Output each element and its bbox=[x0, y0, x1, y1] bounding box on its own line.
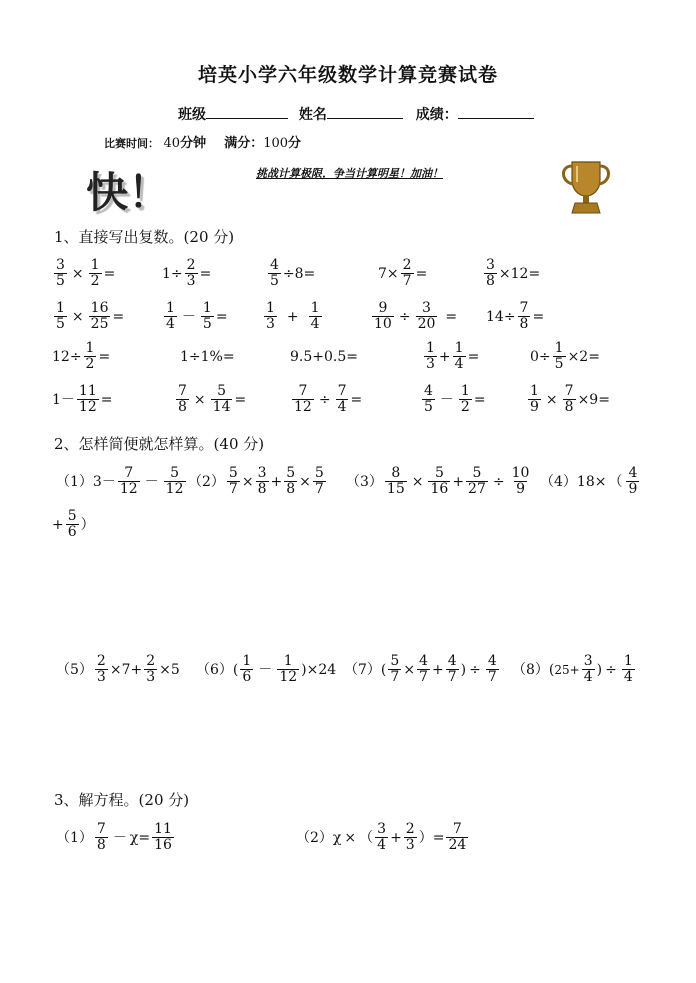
q1-2: 1÷ $\frac{2}{3}$ = bbox=[162, 257, 212, 289]
section-1-heading: 1、直接写出复数。(20 分) bbox=[54, 228, 235, 246]
q1-15: 0÷ $\frac{1}{5}$ ×2= bbox=[530, 340, 600, 372]
q1-3: $\frac{4}{5}$ ÷8= bbox=[270, 257, 316, 289]
q1-16: 1－ $\frac{11}{12}$ = bbox=[52, 383, 113, 415]
info-line bbox=[178, 104, 534, 124]
full-label: 满分： bbox=[224, 136, 264, 151]
q2-7: （7） ( $\frac{5}{7}$ × $\frac{4}{7}$ + $\frac{4}{7}$ ) ÷ $\frac{4}{7}$ bbox=[344, 653, 497, 685]
q1-12: 1÷1%= bbox=[180, 349, 235, 365]
q1-19: 4 5 － $\frac{1}{2}$ = bbox=[424, 383, 486, 415]
q1-9: $\frac{9}{10}$ ÷ $\frac{3}{20}$ = bbox=[374, 300, 458, 332]
q3-1: （1） 7 8 － χ = $\frac{11}{16}$ bbox=[56, 821, 172, 853]
q1-17: $\frac{7}{8}$ × $\frac{5}{14}$ = bbox=[178, 383, 247, 415]
time-value: 40 bbox=[163, 136, 181, 151]
q1-6: $\frac{1}{5}$ × $\frac{16}{25}$ = bbox=[56, 300, 125, 332]
q1-5: $\frac{3}{8}$ ×12= bbox=[486, 257, 541, 289]
trophy-icon bbox=[558, 158, 614, 216]
q2-1: （1） 3－ 7 12 － 5 12 bbox=[56, 465, 184, 497]
class-blank[interactable] bbox=[206, 104, 288, 119]
q1-14: 1 3 + $\frac{1}{4}$ = bbox=[426, 340, 480, 372]
meta-line bbox=[104, 132, 301, 151]
page-title: 培英小学六年级数学计算竞赛试卷 bbox=[197, 64, 498, 86]
time-unit: 分钟 bbox=[180, 136, 207, 151]
q1-8: 1 3 + $\frac{1}{4}$ bbox=[266, 300, 320, 332]
banner-kuai: 快！ bbox=[86, 168, 171, 217]
section-3-heading: 3、解方程。(20 分) bbox=[54, 791, 190, 809]
score-label: 成绩： bbox=[415, 107, 458, 123]
score-blank[interactable] bbox=[458, 104, 534, 119]
q1-11: 12÷ $\frac{1}{2}$ = bbox=[52, 340, 111, 372]
q3-2: （2） χ × （ 3 4 + $\frac{2}{3}$ ） = $\frac{7}{24}$ bbox=[296, 821, 467, 853]
q1-1: $\frac{3}{5}$ × $\frac{1}{2}$ = bbox=[56, 257, 116, 289]
q2-3: （3） $\frac{8}{15}$ × $\frac{5}{16}$ + $\frac{5}{27}$ ÷ $\frac{10}{9}$ bbox=[346, 465, 530, 497]
q1-20: $\frac{1}{9}$ × $\frac{7}{8}$ ×9= bbox=[530, 383, 610, 415]
q2-6: （6） ( 1 6 － 1 12 ) ×24 bbox=[196, 653, 337, 685]
q2-4: （4） 18× （ 4 9 bbox=[540, 465, 638, 497]
name-blank[interactable] bbox=[327, 104, 403, 119]
q1-7: 1 4 － $\frac{1}{5}$ = bbox=[166, 300, 228, 332]
q1-10: 14÷ $\frac{7}{8}$ = bbox=[486, 300, 545, 332]
q2-2: （2） $\frac{5}{7}$ × $\frac{3}{8}$ + $\frac{5}{8}$ × $\frac{5}{7}$ bbox=[188, 465, 324, 497]
q1-13: 9.5+0.5= bbox=[290, 349, 358, 365]
q2-5: （5） $\frac{2}{3}$ ×7+ $\frac{2}{3}$ ×5 bbox=[56, 653, 180, 685]
time-label: 比赛时间： bbox=[104, 137, 159, 150]
q1-4: 7× $\frac{2}{7}$ = bbox=[378, 257, 428, 289]
full-unit: 分 bbox=[288, 136, 302, 151]
q1-18: $\frac{7}{12}$ ÷ $\frac{7}{4}$ = bbox=[294, 383, 363, 415]
full-value: 100 bbox=[263, 136, 289, 151]
q2-8: （8） ( 25+ $\frac{3}{4}$ ) ÷ $\frac{1}{4}$ bbox=[512, 653, 633, 685]
q2-4-cont: + $\frac{5}{6}$ ） bbox=[52, 508, 95, 540]
class-label: 班级 bbox=[178, 107, 206, 123]
name-label: 姓名 bbox=[298, 107, 327, 123]
slogan: 挑战计算极限，争当计算明星！加油！ bbox=[256, 167, 443, 180]
section-2-heading: 2、怎样简便就怎样算。(40 分) bbox=[54, 435, 265, 453]
